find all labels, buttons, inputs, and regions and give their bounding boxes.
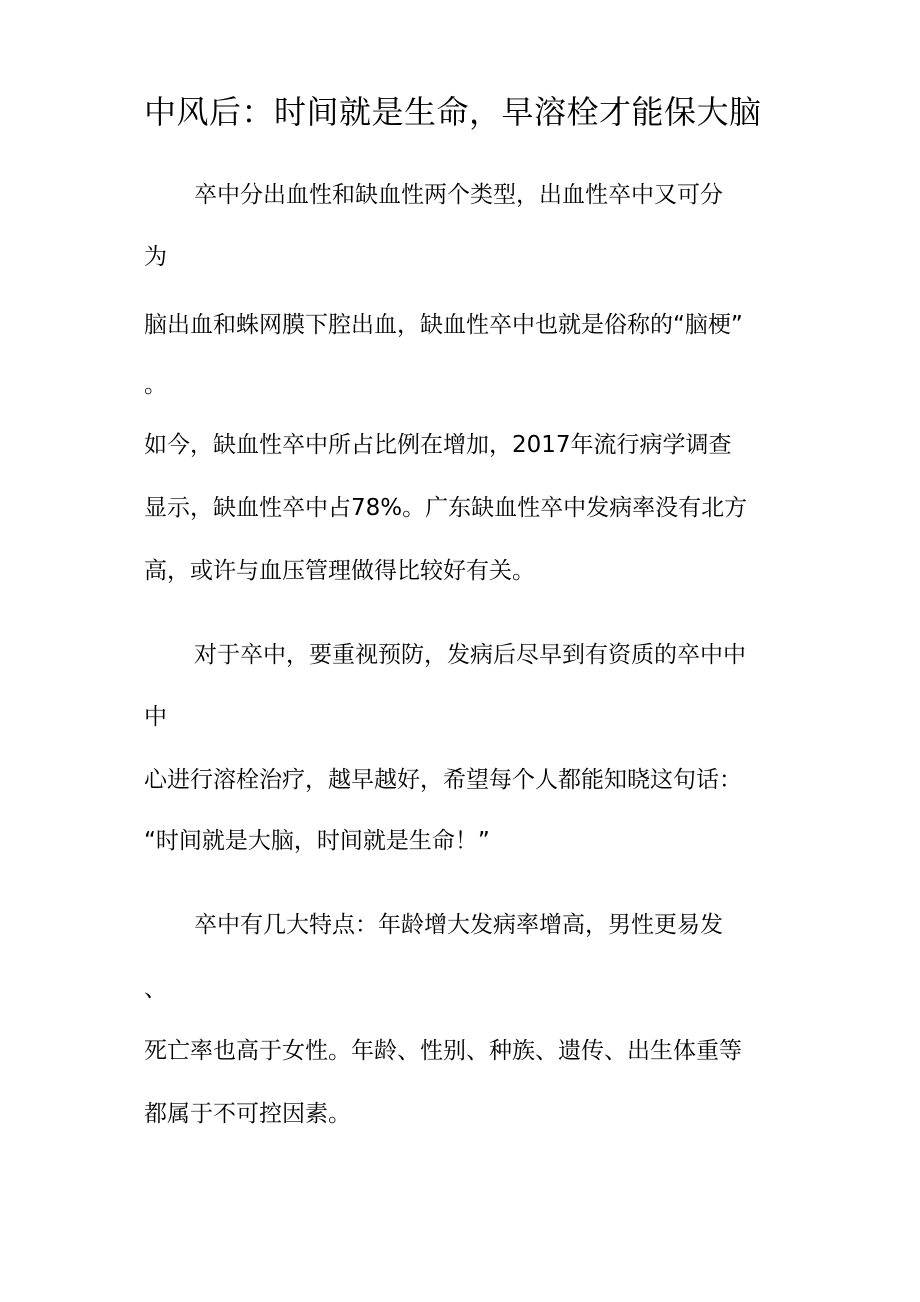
paragraph-3-line-2: 、 [144, 976, 167, 1002]
paragraph-1-line-4: 。 [144, 372, 167, 398]
paragraph-2-line-1: 对于卒中，要重视预防，发病后尽早到有资质的卒中中 [194, 642, 746, 668]
paragraph-3-line-4: 都属于不可控因素。 [144, 1101, 351, 1127]
paragraph-1-line-6: 显示，缺血性卒中占78%。广东缺血性卒中发病率没有北方 [144, 495, 748, 521]
paragraph-1-line-2: 为 [144, 244, 167, 270]
paragraph-3-line-3: 死亡率也高于女性。年龄、性别、种族、遗传、出生体重等 [144, 1038, 742, 1064]
paragraph-1-line-5: 如今，缺血性卒中所占比例在增加，2017年流行病学调查 [144, 432, 732, 458]
paragraph-1-line-3: 脑出血和蛛网膜下腔出血，缺血性卒中也就是俗称的“脑梗” [144, 312, 743, 338]
paragraph-1-line-7: 高，或许与血压管理做得比较好有关。 [144, 558, 535, 584]
paragraph-2-line-2: 中 [144, 704, 167, 730]
document-title: 中风后：时间就是生命，早溶栓才能保大脑 [144, 93, 762, 131]
paragraph-2-line-4: “时间就是大脑，时间就是生命！” [144, 828, 490, 854]
paragraph-2-line-3: 心进行溶栓治疗，越早越好，希望每个人都能知晓这句话： [144, 767, 742, 793]
paragraph-3-line-1: 卒中有几大特点：年龄增大发病率增高，男性更易发 [194, 912, 723, 938]
paragraph-1-line-1: 卒中分出血性和缺血性两个类型，出血性卒中又可分 [194, 182, 723, 208]
